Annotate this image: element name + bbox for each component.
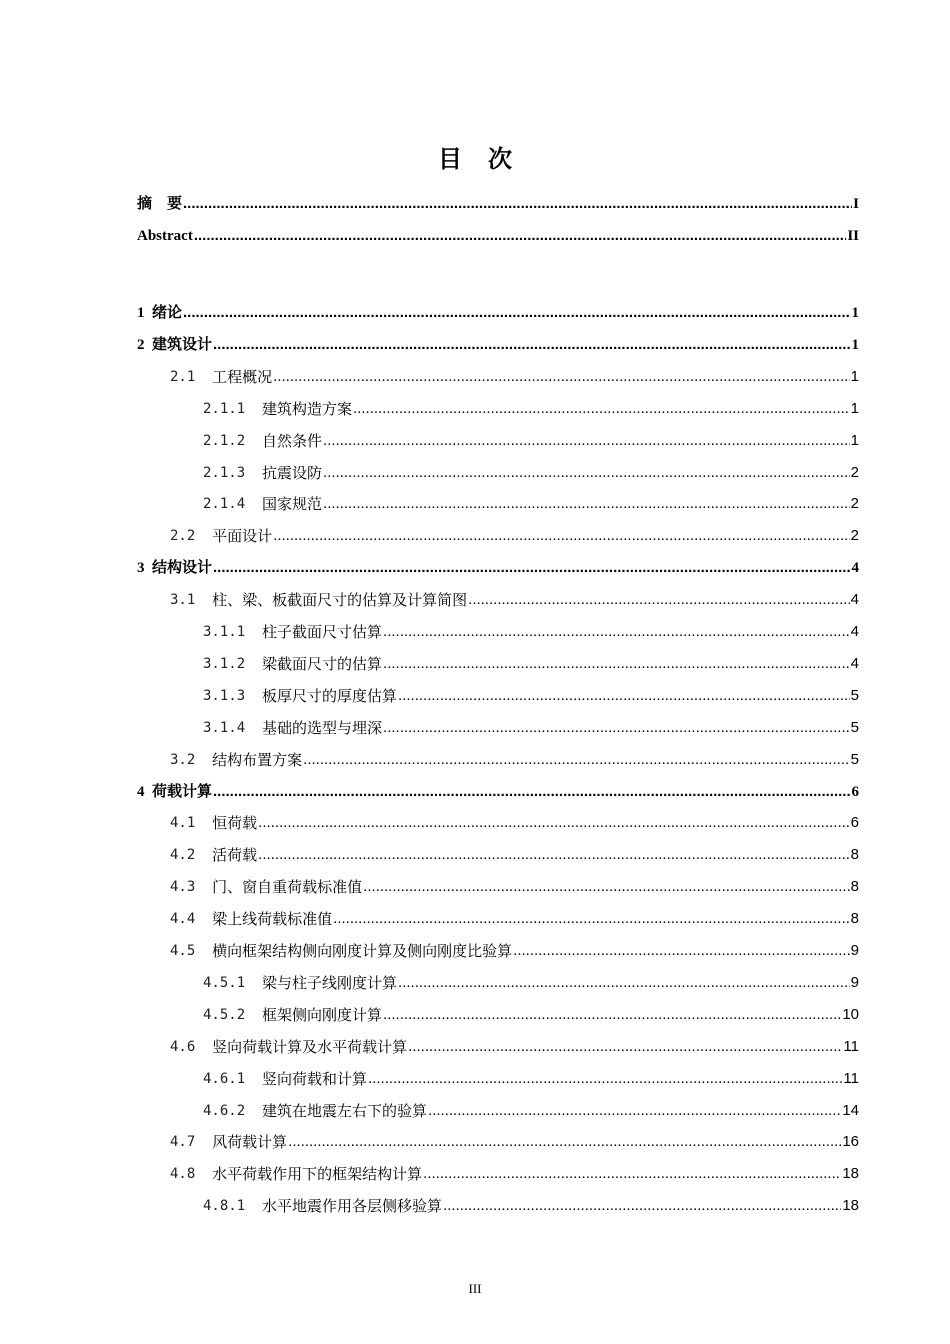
toc-entry-label: 风荷载计算	[212, 1133, 288, 1151]
dot-leader	[353, 399, 850, 419]
toc-entry-label: 活荷载	[212, 846, 258, 864]
dot-leader	[303, 750, 849, 770]
toc-entry-number: 4.7	[170, 1134, 213, 1150]
dot-leader	[333, 909, 849, 929]
toc-entry-page: 5	[850, 687, 859, 704]
toc-entry-label: 国家规范	[262, 495, 323, 513]
toc-entry-number: 4.6	[170, 1039, 213, 1055]
toc-entry[interactable]	[137, 873, 859, 897]
dot-leader	[213, 782, 850, 802]
toc-entry-label: 门、窗自重荷载标准值	[212, 878, 363, 896]
toc-entry-number: 4.8	[170, 1166, 213, 1182]
toc-entry[interactable]	[137, 554, 859, 578]
dot-leader	[513, 941, 849, 961]
toc-entry-page: 2	[850, 527, 859, 544]
toc-entry-label: 梁截面尺寸的估算	[262, 655, 383, 673]
toc-entry[interactable]	[137, 841, 859, 865]
toc-entry-page: 1	[850, 432, 859, 449]
toc-entry-page: 10	[842, 1006, 859, 1023]
toc-entry[interactable]	[137, 1128, 859, 1152]
toc-entry-number: 4.3	[170, 879, 213, 895]
toc-entry-number: 4.8.1	[203, 1198, 263, 1214]
toc-entry-page: 8	[850, 846, 859, 863]
toc-entry[interactable]	[137, 1065, 859, 1089]
toc-entry-page: 1	[851, 305, 859, 321]
toc-entry-number: 4.6.1	[203, 1071, 263, 1087]
toc-entry[interactable]	[137, 1033, 859, 1057]
toc-entry-page: 14	[842, 1102, 859, 1119]
toc-entry[interactable]	[137, 937, 859, 961]
toc-entry-number: 2.1	[170, 369, 213, 385]
toc-entry[interactable]	[137, 778, 859, 802]
toc-entry-page: 8	[850, 878, 859, 895]
toc-entry-label: 自然条件	[262, 432, 323, 450]
toc-entry-number: 2.2	[170, 528, 213, 544]
toc-entry-number: 4.5.2	[203, 1007, 263, 1023]
toc-title-char-2: 次	[488, 144, 512, 173]
toc-entry-page: 4	[850, 623, 859, 640]
toc-entry-page: I	[853, 196, 859, 212]
dot-leader	[258, 845, 849, 865]
toc-entry-page: 6	[851, 784, 859, 800]
toc-entry-label: 板厚尺寸的厚度估算	[262, 687, 398, 705]
toc-entry[interactable]	[137, 299, 859, 323]
toc-entry-number: 4.2	[170, 847, 213, 863]
dot-leader	[258, 813, 849, 833]
dot-leader	[363, 877, 849, 897]
toc-entry-label: 水平荷载作用下的框架结构计算	[212, 1165, 423, 1183]
toc-entry[interactable]	[137, 905, 859, 929]
toc-title-char-1: 目	[438, 144, 462, 173]
toc-entry-number: 3.2	[170, 752, 213, 768]
toc-entry-number: 2.1.1	[203, 401, 263, 417]
dot-leader	[323, 463, 850, 483]
toc-entry-number: 2.1.4	[203, 496, 263, 512]
toc-entry-label: 建筑设计	[152, 337, 213, 353]
dot-leader	[183, 303, 850, 323]
page-number: III	[468, 1281, 482, 1296]
dot-leader	[368, 1069, 842, 1089]
dot-leader	[323, 431, 850, 451]
dot-leader	[423, 1164, 841, 1184]
dot-leader	[183, 194, 852, 214]
toc-entry[interactable]	[137, 1160, 859, 1184]
toc-entry[interactable]	[137, 586, 859, 610]
toc-entry-label: 梁与柱子线刚度计算	[262, 974, 398, 992]
toc-entry[interactable]	[137, 1097, 859, 1121]
toc-entry-page: 4	[851, 560, 859, 576]
toc-entry[interactable]	[137, 459, 859, 483]
toc-entry[interactable]	[137, 331, 859, 355]
toc-entry-number: 4.6.2	[203, 1103, 263, 1119]
toc-entry-page: 4	[850, 591, 859, 608]
toc-front-matter-entry[interactable]	[137, 190, 859, 214]
toc-entry-page: 11	[843, 1038, 859, 1055]
dot-leader	[383, 1005, 841, 1025]
toc-entry-number: 2.1.2	[203, 433, 263, 449]
dot-leader	[323, 494, 850, 514]
toc-entry[interactable]	[137, 522, 859, 546]
dot-leader	[194, 226, 846, 246]
toc-entry-page: 4	[850, 655, 859, 672]
toc-entry-label: 绪论	[152, 305, 183, 321]
dot-leader	[428, 1101, 841, 1121]
toc-entry-number: 4.5.1	[203, 975, 263, 991]
dot-leader	[468, 590, 849, 610]
toc-entry-page: 5	[850, 751, 859, 768]
toc-entry[interactable]	[137, 746, 859, 770]
toc-entry-number: 3.1.4	[203, 720, 263, 736]
toc-front-matter-entry[interactable]	[137, 222, 859, 246]
toc-entry-number: 1	[137, 305, 152, 321]
toc-entry-label: 竖向荷载计算及水平荷载计算	[212, 1038, 408, 1056]
toc-entry[interactable]	[137, 714, 859, 738]
toc-entry-number: 3	[137, 560, 152, 576]
toc-entry-number: 4	[137, 784, 152, 800]
dot-leader	[213, 558, 850, 578]
toc-entry[interactable]	[137, 427, 859, 451]
toc-entry-page: 6	[850, 814, 859, 831]
dot-leader	[213, 335, 850, 355]
toc-entry-label: 梁上线荷载标准值	[212, 910, 333, 928]
toc-entry-label: 基础的选型与埋深	[262, 719, 383, 737]
toc-entry-page: II	[847, 228, 859, 244]
toc-entry[interactable]	[137, 363, 859, 387]
dot-leader	[443, 1196, 841, 1216]
toc-entry-number: 4.1	[170, 815, 213, 831]
toc-entry-number: 2	[137, 337, 152, 353]
toc-entry-label: 柱、梁、板截面尺寸的估算及计算简图	[212, 591, 468, 609]
toc-entry-label: Abstract	[137, 228, 193, 244]
toc-entry-number: 4.5	[170, 943, 213, 959]
toc-entry[interactable]	[137, 1192, 859, 1216]
toc-entry-label: 结构布置方案	[212, 751, 303, 769]
toc-entry[interactable]	[137, 650, 859, 674]
toc-entry-page: 16	[842, 1133, 859, 1150]
toc-entry-number: 3.1.3	[203, 688, 263, 704]
dot-leader	[273, 367, 849, 387]
dot-leader	[398, 973, 850, 993]
toc-entry-page: 2	[850, 464, 859, 481]
toc-entry-label: 建筑构造方案	[262, 400, 353, 418]
dot-leader	[398, 686, 850, 706]
toc-entry-label: 摘 要	[137, 196, 183, 212]
toc-entry-label: 水平地震作用各层侧移验算	[262, 1197, 443, 1215]
toc-entry-number: 2.1.3	[203, 465, 263, 481]
toc-entry-label: 建筑在地震左右下的验算	[262, 1102, 428, 1120]
toc-entry[interactable]	[137, 809, 859, 833]
toc-entry-page: 1	[850, 400, 859, 417]
toc-entry-page: 1	[851, 337, 859, 353]
toc-entry-label: 荷载计算	[152, 784, 213, 800]
toc-entry-page: 2	[850, 495, 859, 512]
toc-entry-label: 结构设计	[152, 560, 213, 576]
dot-leader	[288, 1132, 841, 1152]
toc-entry-number: 3.1.1	[203, 624, 263, 640]
toc-entry-label: 恒荷载	[212, 814, 258, 832]
toc-entry-label: 抗震设防	[262, 464, 323, 482]
toc-entry-page: 8	[850, 910, 859, 927]
toc-entry-label: 工程概况	[212, 368, 273, 386]
toc-entry-page: 1	[850, 368, 859, 385]
dot-leader	[383, 654, 850, 674]
toc-entry-number: 4.4	[170, 911, 213, 927]
dot-leader	[273, 526, 849, 546]
toc-entry[interactable]	[137, 618, 859, 642]
toc-entry[interactable]	[137, 1001, 859, 1025]
toc-entry-label: 横向框架结构侧向刚度计算及侧向刚度比验算	[212, 942, 513, 960]
toc-entry-page: 5	[850, 719, 859, 736]
toc-entry-label: 竖向荷载和计算	[262, 1070, 368, 1088]
dot-leader	[383, 718, 850, 738]
toc-entry-label: 柱子截面尺寸估算	[262, 623, 383, 641]
toc-entry-page: 11	[843, 1070, 859, 1087]
toc-entry-page: 18	[842, 1197, 859, 1214]
toc-entry[interactable]	[137, 490, 859, 514]
toc-entry-number: 3.1.2	[203, 656, 263, 672]
toc-entry-label: 平面设计	[212, 527, 273, 545]
toc-entry-page: 18	[842, 1165, 859, 1182]
toc-entry[interactable]	[137, 969, 859, 993]
toc-title	[0, 139, 950, 174]
toc-entry-page: 9	[850, 974, 859, 991]
toc-entry[interactable]	[137, 682, 859, 706]
toc-entry-page: 9	[850, 942, 859, 959]
toc-entry-label: 框架侧向刚度计算	[262, 1006, 383, 1024]
dot-leader	[383, 622, 850, 642]
dot-leader	[408, 1037, 842, 1057]
toc-entry-number: 3.1	[170, 592, 213, 608]
toc-entry[interactable]	[137, 395, 859, 419]
